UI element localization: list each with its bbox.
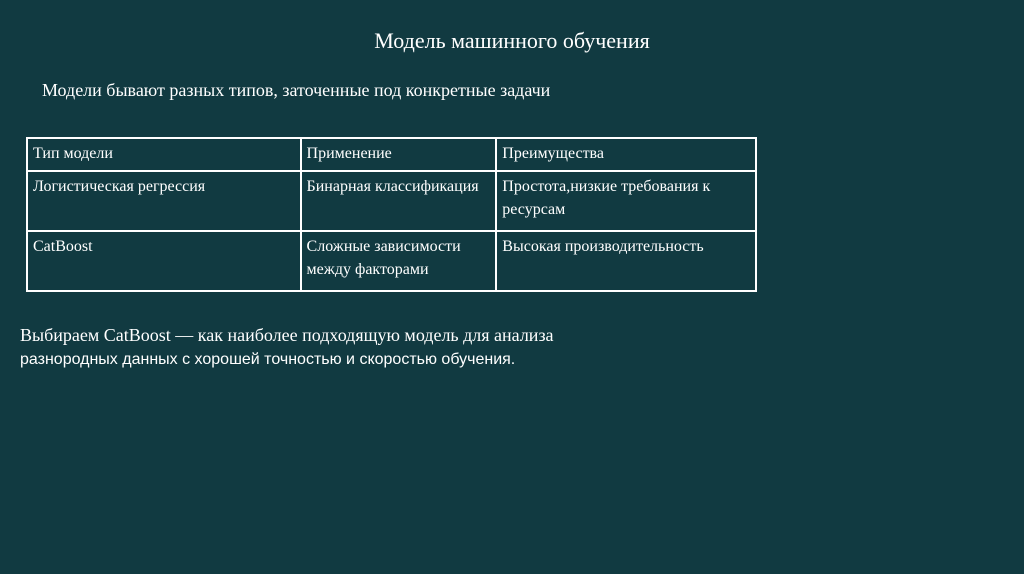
table-cell: Высокая производительность	[496, 231, 756, 291]
header-model-type: Тип модели	[27, 138, 301, 171]
table-cell: Сложные зависимости между факторами	[301, 231, 497, 291]
slide-title: Модель машинного обучения	[374, 28, 650, 53]
table-row	[27, 171, 756, 231]
conclusion-text	[20, 322, 720, 372]
table-cell: Бинарная классификация	[301, 171, 497, 231]
table-header-row	[27, 138, 756, 171]
models-table	[26, 137, 757, 292]
table-row	[27, 231, 756, 291]
header-application: Применение	[301, 138, 497, 171]
slide-subtitle: Модели бывают разных типов, заточенные под конкретные задачи	[42, 80, 551, 100]
conclusion-line-1: Выбираем CatBoost — как наиболее подходящую модель для анализа	[20, 325, 554, 345]
table-cell: CatBoost	[27, 231, 301, 291]
table-cell: Простота,низкие требования к ресурсам	[496, 171, 756, 231]
table-cell: Логистическая регрессия	[27, 171, 301, 231]
conclusion-line-2: разнородных данных с хорошей точностью и скоростью обучения.	[20, 351, 516, 368]
header-advantages: Преимущества	[496, 138, 756, 171]
